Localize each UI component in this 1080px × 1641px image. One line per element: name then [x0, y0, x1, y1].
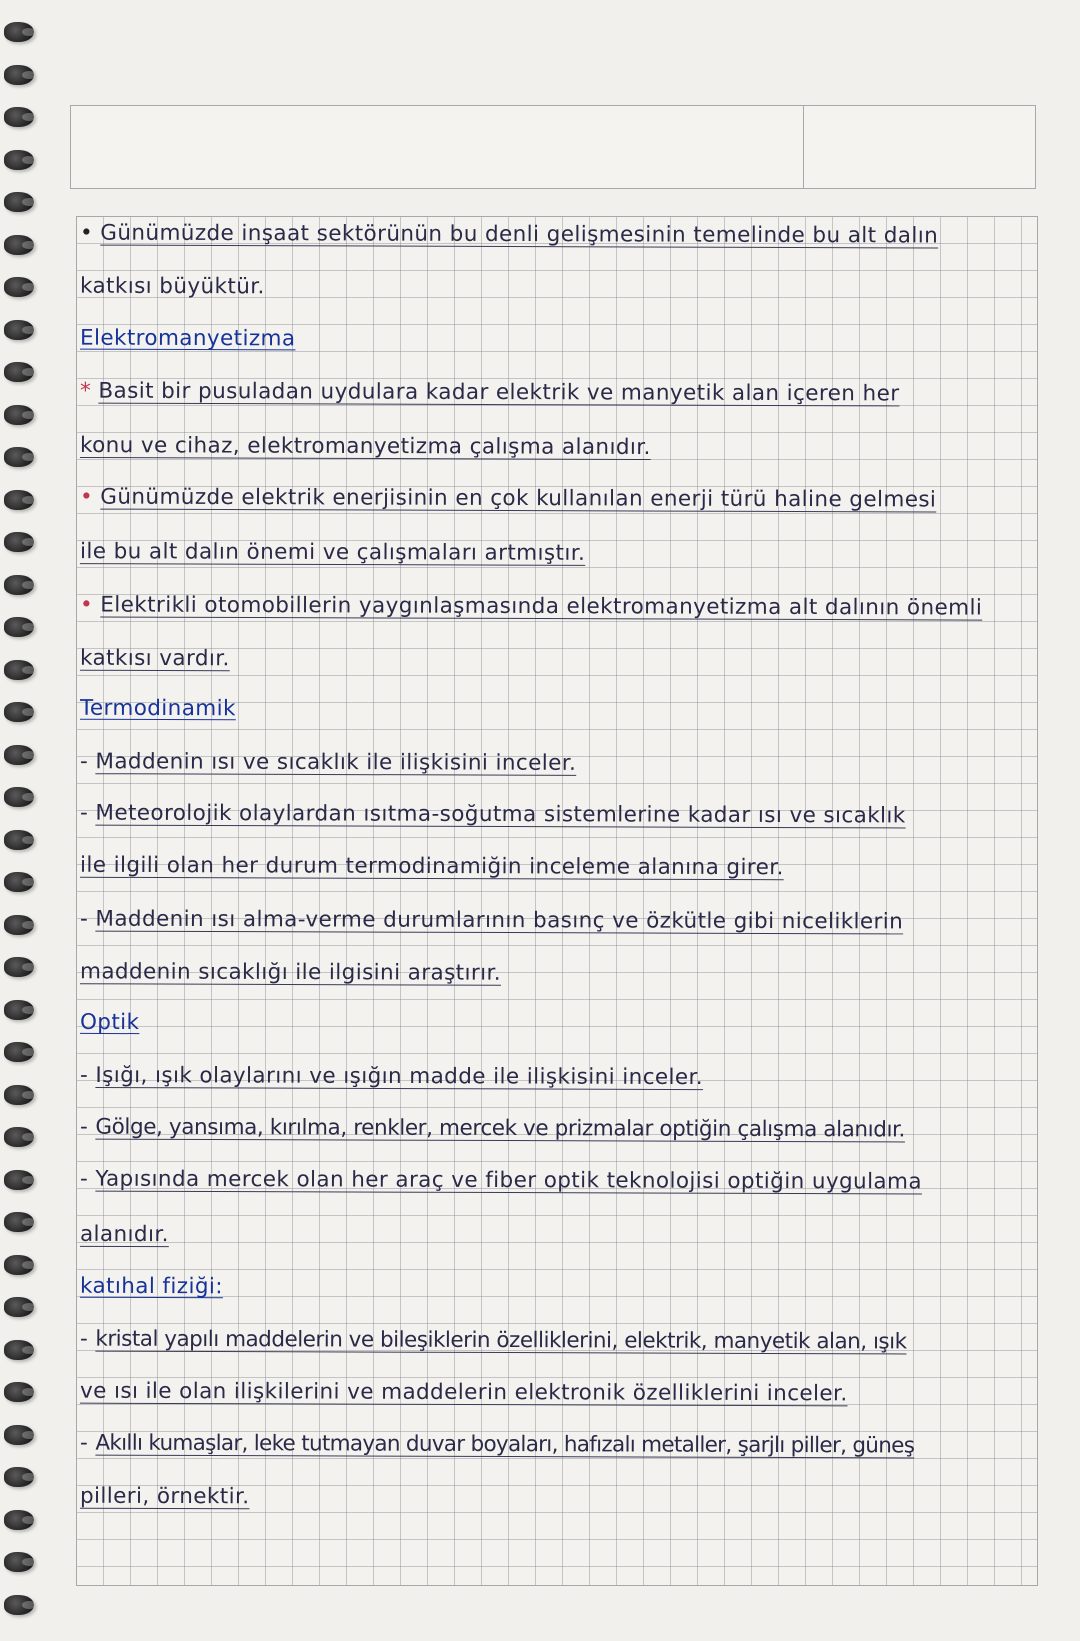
- header-divider: [803, 106, 804, 188]
- note-line: [80, 749, 576, 776]
- spiral-ring: [4, 1170, 34, 1190]
- spiral-ring: [4, 957, 34, 977]
- note-line: [80, 379, 900, 407]
- note-text: Günümüzde elektrik enerjisinin en çok kullanılan enerji türü haline gelmesi: [100, 484, 937, 513]
- bullet: •: [79, 592, 94, 618]
- spiral-ring: [4, 1042, 34, 1062]
- note-text: maddenin sıcaklığı ile ilgisini araştırır.: [79, 959, 502, 986]
- bullet: -: [79, 1430, 89, 1456]
- bullet: •: [79, 220, 94, 246]
- note-text: Işığı, ışık olaylarını ve ışığın madde ile ilişkisini inceler.: [95, 1062, 704, 1091]
- heading-elektromanyetizma: Elektromanyetizma: [79, 325, 296, 352]
- heading-katihal-fizigi: katıhal fiziği:: [79, 1273, 223, 1300]
- note-text: Basit bir pusuladan uydulara kadar elektrik ve manyetik alan içeren her: [98, 378, 900, 407]
- note-line: [80, 1115, 905, 1143]
- spiral-ring: [4, 872, 34, 892]
- note-text: ile bu alt dalın önemi ve çalışmaları artmıştır.: [79, 539, 586, 566]
- note-text: Maddenin ısı ve sıcaklık ile ilişkisini inceler.: [95, 749, 577, 776]
- note-text: Maddenin ısı alma-verme durumlarının basınç ve özkütle gibi niceliklerin: [95, 906, 904, 935]
- note-line: [80, 592, 982, 620]
- note-line: [80, 1327, 907, 1355]
- spiral-ring: [4, 235, 34, 255]
- note-text: Akıllı kumaşlar, leke tutmayan duvar boyaları, hafızalı metaller, şarjlı piller, güneş: [95, 1430, 915, 1459]
- note-line: [80, 907, 903, 935]
- note-line: [80, 801, 906, 829]
- note-line: [80, 433, 651, 460]
- bullet: -: [79, 749, 89, 775]
- spiral-ring: [4, 1467, 34, 1487]
- spiral-ring: [4, 405, 34, 425]
- note-text: konu ve cihaz, elektromanyetizma çalışma alanıdır.: [79, 433, 651, 460]
- spiral-ring: [4, 787, 34, 807]
- note-line: [80, 853, 784, 880]
- spiral-ring: [4, 1127, 34, 1147]
- spiral-ring: [4, 447, 34, 467]
- heading-termodinamik: Termodinamik: [79, 695, 236, 722]
- spiral-ring: [4, 362, 34, 382]
- bullet: -: [79, 1326, 89, 1352]
- spiral-ring: [4, 277, 34, 297]
- spiral-ring: [4, 1510, 34, 1530]
- note-line: [80, 1167, 922, 1195]
- bullet: •: [79, 484, 94, 510]
- bullet: -: [79, 1166, 89, 1192]
- spiral-ring: [4, 1000, 34, 1020]
- spiral-ring: [4, 1425, 34, 1445]
- spiral-ring: [4, 660, 34, 680]
- note-line: [80, 646, 230, 672]
- note-text: ve ısı ile olan ilişkilerini ve maddelerin elektronik özelliklerini inceler.: [79, 1378, 848, 1407]
- spiral-ring: [4, 745, 34, 765]
- note-text: Elektrikli otomobillerin yaygınlaşmasında elektromanyetizma alt dalının önemli: [100, 592, 983, 621]
- spiral-ring: [4, 617, 34, 637]
- spiral-ring: [4, 22, 34, 42]
- note-text: katkısı vardır.: [79, 645, 230, 672]
- spiral-ring: [4, 150, 34, 170]
- spiral-ring: [4, 1212, 34, 1232]
- note-line: [80, 1484, 250, 1510]
- section-heading: [80, 696, 236, 722]
- spiral-ring: [4, 575, 34, 595]
- bullet: -: [79, 906, 89, 932]
- spiral-ring: [4, 1340, 34, 1360]
- header-box: [70, 105, 1036, 189]
- bullet: -: [79, 800, 89, 826]
- bullet: -: [79, 1114, 89, 1140]
- spiral-ring: [4, 915, 34, 935]
- note-text: Gölge, yansıma, kırılma, renkler, mercek ve prizmalar optiğin çalışma alanıdır.: [95, 1114, 906, 1143]
- note-text: Meteorolojik olaylardan ısıtma-soğutma sistemlerine kadar ısı ve sıcaklık: [95, 800, 906, 829]
- spiral-binding: [0, 0, 60, 1641]
- note-text: katkısı büyüktür.: [79, 273, 265, 300]
- heading-optik: Optik: [79, 1009, 140, 1036]
- spiral-ring: [4, 107, 34, 127]
- spiral-ring: [4, 65, 34, 85]
- note-text: alanıdır.: [79, 1221, 169, 1248]
- note-line: [80, 1431, 914, 1459]
- note-line: [80, 539, 585, 566]
- section-heading: [80, 326, 296, 352]
- bullet: -: [79, 1062, 89, 1088]
- spiral-ring: [4, 192, 34, 212]
- note-line: [80, 1063, 703, 1090]
- spiral-ring: [4, 830, 34, 850]
- section-heading: [80, 1274, 223, 1299]
- spiral-ring: [4, 1085, 34, 1105]
- spiral-ring: [4, 702, 34, 722]
- spiral-ring: [4, 1382, 34, 1402]
- note-line: [80, 221, 938, 249]
- note-line: [80, 485, 936, 513]
- spiral-ring: [4, 1255, 34, 1275]
- note-text: Yapısında mercek olan her araç ve fiber optik teknolojisi optiğin uygulama: [95, 1166, 923, 1195]
- note-text: pilleri, örnektir.: [79, 1483, 250, 1510]
- note-text: kristal yapılı maddelerin ve bileşiklerin özelliklerini, elektrik, manyetik alan, ışık: [95, 1326, 907, 1355]
- note-line: [80, 1222, 169, 1247]
- spiral-ring: [4, 320, 34, 340]
- spiral-ring: [4, 1595, 34, 1615]
- spiral-ring: [4, 1297, 34, 1317]
- note-text: Günümüzde inşaat sektörünün bu denli gelişmesinin temelinde bu alt dalın: [100, 220, 939, 249]
- note-line: [80, 1379, 848, 1407]
- section-heading: [80, 1010, 140, 1035]
- note-line: [80, 959, 501, 985]
- star-bullet: *: [79, 378, 92, 404]
- spiral-ring: [4, 1552, 34, 1572]
- spiral-ring: [4, 532, 34, 552]
- note-line: [80, 274, 265, 300]
- spiral-ring: [4, 490, 34, 510]
- note-text: ile ilgili olan her durum termodinamiğin inceleme alanına girer.: [79, 852, 784, 881]
